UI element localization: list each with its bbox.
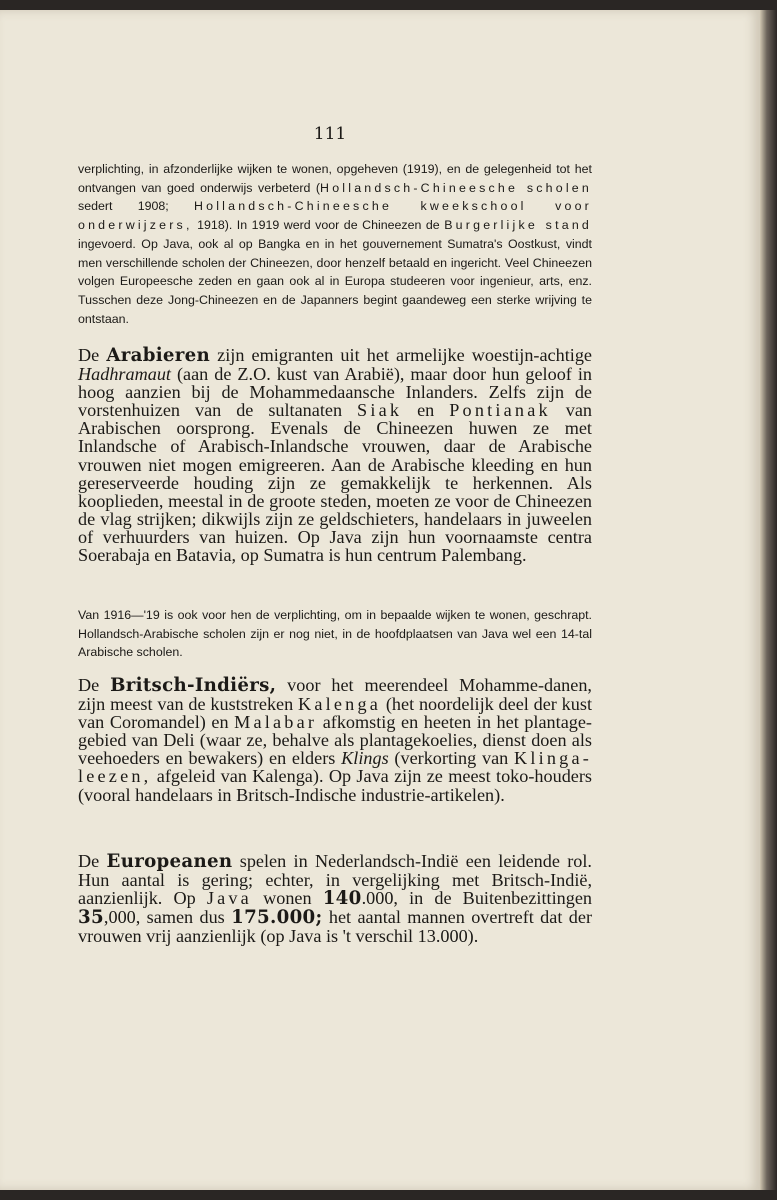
text: zijn emigranten uit het armelijke woestijn-achtige: [210, 345, 592, 365]
bold-number: 175.000;: [231, 907, 323, 929]
page-number: 111: [313, 124, 347, 144]
text: verplichting, in afzonderlijke wijken te wonen, opgeheven (1919), en de gelegenheid tot het ontvangen van goed onderwijs verbeterd (: [78, 162, 592, 195]
paragraph-britsch-indiers: [78, 676, 592, 804]
spaced-term: Pontianak: [449, 400, 551, 421]
text: (het noordelijk deel der kust van Coromandel) en: [78, 694, 592, 733]
spaced-term: Klinga-leezen,: [78, 748, 593, 787]
paragraph-europeanen: [78, 852, 592, 945]
spaced-term: Malabar: [234, 712, 318, 733]
spaced-term: Burgerlijke stand: [444, 218, 592, 233]
section-heading: Britsch-Indiërs,: [110, 675, 277, 696]
text: (aan de Z.O. kust van Arabië), maar door hun geloof in hoog aanzien bij de Mohammedaansche Inlanders. Zelfs zijn de vorstenhuizen van de sultanaten: [78, 364, 592, 421]
text: afgeleid van Kalenga). Op Java zijn ze meest toko-houders (vooral handelaars in Britsch-Indische industrie-artikelen).: [78, 766, 592, 805]
section-heading: Arabieren: [106, 345, 211, 366]
text: De: [78, 851, 107, 871]
footnote-arab: Van 1916—'19 is ook voor hen de verplichting, om in bepaalde wijken te wonen, geschrapt. Hollandsch-Arabische scholen zijn er nog niet, in de hoofdplaatsen van Java wel een 14-tal Arabische scholen.: [78, 608, 592, 660]
section-heading: Europeanen: [106, 851, 233, 872]
text: het aantal mannen overtreft dat der vrouwen vrij aanzienlijk (op Java is 't verschil 13.000).: [78, 907, 592, 947]
bold-number: 140: [322, 888, 362, 910]
text: sedert 1908;: [78, 199, 194, 214]
text: en: [402, 400, 450, 421]
text: (verkorting van: [388, 748, 515, 769]
footnote-chinese: [78, 160, 592, 328]
book-page: [0, 10, 764, 1190]
spaced-term: Kalenga: [298, 694, 382, 715]
text: .000, in de Buitenbezittingen: [361, 888, 592, 909]
italic-term: Klings: [341, 748, 389, 769]
text: van Arabischen oorsprong. Evenals de Chineezen huwen ze met Inlandsche of Arabisch-Inlandsche vrouwen, daar de Arabische vrouwen niet mogen emigreeren. Aan de Arabische kleeding en hun gereserveerde houding zijn ze gemakkelijk te herkennen. Als kooplieden, meestal in de groote steden, moeten ze voor de Chineezen de vlag strijken; dikwijls zijn ze geldschieters, handelaars in juweelen of verhuurders van huizen. Op Java zijn hun voornaamste centra Soerabaja en Batavia, op Sumatra is hun centrum Palembang.: [78, 400, 592, 566]
spaced-term: Java: [206, 888, 252, 909]
text: 1918). In 1919 werd voor de Chineezen de: [192, 218, 445, 233]
spaced-term: Hollandsch-Chineesche scholen: [320, 180, 592, 195]
text: ,000, samen dus: [103, 907, 232, 928]
bold-number: 35: [78, 907, 104, 929]
text: voor het meerendeel Mohamme-danen, zijn meest van de kuststreken: [78, 675, 592, 715]
spaced-term: Siak: [357, 400, 403, 421]
text: De: [78, 675, 111, 695]
spaced-term: Hollandsch-Chineesche kweekschool voor onderwijzers,: [78, 199, 592, 233]
text: wonen: [251, 888, 323, 909]
text: De: [78, 345, 107, 365]
italic-term: Hadhramaut: [78, 364, 171, 385]
page-edge-shadow: [760, 10, 777, 1190]
text: spelen in Nederlandsch-Indië een leidende rol. Hun aantal is gering; echter, in vergelijking met Britsch-Indië, aanzienlijk. Op: [78, 851, 592, 909]
paragraph-arabieren: [78, 346, 592, 564]
text: ingevoerd. Op Java, ook al op Bangka en in het gouvernement Sumatra's Oostkust, vindt men verschillende scholen der Chineezen, door henzelf betaald en ingericht. Veel Chineezen volgen Europeesche zeden en gaan ook al in Europa studeeren voor ingenieur, arts, enz. Tusschen deze Jong-Chineezen en de Japanners begint gaandeweg een sterke wrijving te ontstaan.: [78, 236, 592, 326]
text: afkomstig en heeten in het plantage-gebied van Deli (waar ze, behalve als plantagekoelies, dienst doen als veehoeders en bewakers) en elders: [78, 712, 592, 769]
